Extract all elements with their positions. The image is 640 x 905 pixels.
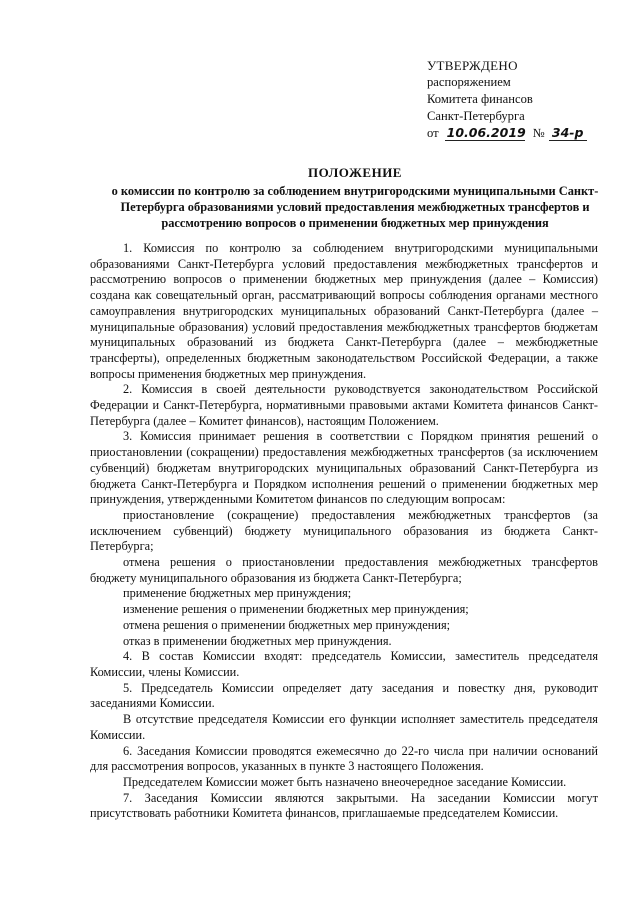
document-subtitle: о комиссии по контролю за соблюдением внутригородскими муниципальными Санкт-Петербурга образованиями условий предоставления межбюджетных трансфертов и рассмотрению вопросов о применении бюджетных мер принуждения bbox=[111, 184, 599, 230]
approval-title: УТВЕРЖДЕНО bbox=[427, 58, 518, 73]
paragraph: изменение решения о применении бюджетных мер принуждения; bbox=[123, 602, 469, 617]
paragraph: применение бюджетных мер принуждения; bbox=[123, 586, 352, 601]
paragraph: В отсутствие председателя Комиссии его функции исполняет заместитель председателя Комиссии. bbox=[90, 712, 598, 742]
paragraph: 5. Председатель Комиссии определяет дату заседания и повестку дня, руководит заседаниями Комиссии. bbox=[90, 680, 598, 711]
paragraph: отказ в применении бюджетных мер принуждения. bbox=[123, 633, 392, 648]
approval-block bbox=[427, 57, 587, 142]
paragraph: приостановление (сокращение) предоставления межбюджетных трансфертов (за исключением субвенций) бюджету муниципального образования из бюджета Санкт-Петербурга; bbox=[90, 507, 598, 554]
approval-line-committee: Комитета финансов bbox=[427, 92, 533, 106]
document-title: ПОЛОЖЕНИЕ bbox=[308, 165, 402, 180]
paragraph: 4. В состав Комиссии входят: председатель Комиссии, заместитель председателя Комиссии, члены Комиссии. bbox=[90, 649, 598, 679]
handwritten-number: 34-р bbox=[549, 126, 587, 141]
paragraph: 2. Комиссия в своей деятельности руководствуется законодательством Российской Федерации и Санкт-Петербурга, нормативными правовыми актами Комитета финансов Санкт-Петербурга (далее – Комитет финансов), настоящим Положением. bbox=[90, 382, 598, 428]
paragraph: 1. Комиссия по контролю за соблюдением внутригородскими муниципальными образованиями Санкт-Петербурга условий предоставления межбюджетных трансфертов и рассмотрению вопросов о применении бюджетных мер принуждения (далее – Комиссия) создана как совещательный орган, рассматривающий вопросы соблюдения органами местного самоуправления внутригородских муниципальных образований Санкт-Петербурга (далее – муниципальные образования) условий предоставления межбюджетных трансфертов бюджетам муниципальных образований из бюджета Санкт-Петербурга (далее – межбюджетные трансферты), определенных бюджетным законодательством Российской Федерации, а также вопросы применения бюджетных мер принуждения. bbox=[90, 241, 598, 381]
paragraph: Председателем Комиссии может быть назначено внеочередное заседание Комиссии. bbox=[123, 774, 567, 789]
paragraph: 7. Заседания Комиссии являются закрытыми. На заседании Комиссии могут присутствовать работники Комитета финансов, приглашаемые председателем Комиссии. bbox=[90, 790, 598, 821]
number-prefix: № bbox=[532, 126, 545, 140]
paragraph: 6. Заседания Комиссии проводятся ежемесячно до 22-го числа при наличии оснований для рассмотрения вопросов, указанных в пункте 3 настоящего Положения. bbox=[90, 743, 598, 774]
approval-date-number bbox=[427, 125, 587, 142]
handwritten-date: 10.06.2019 bbox=[446, 125, 526, 140]
approval-line-order: распоряжением bbox=[427, 75, 511, 89]
document-body bbox=[90, 241, 598, 822]
approval-line-city: Санкт-Петербурга bbox=[427, 109, 525, 123]
date-prefix: от bbox=[427, 126, 439, 140]
paragraph: 3. Комиссия принимает решения в соответствии с Порядком принятия решений о приостановлении (сокращении) предоставления межбюджетных трансфертов (за исключением субвенций) бюджетам внутригородских муниципальных образований Санкт-Петербурга из бюджета Санкт-Петербурга и Порядком исполнения решений о применении бюджетных мер принуждения, утвержденными Комитетом финансов по следующим вопросам: bbox=[90, 429, 598, 507]
paragraph: отмена решения о приостановлении предоставления межбюджетных трансфертов бюджету муниципального образования из бюджета Санкт-Петербурга; bbox=[90, 555, 598, 585]
paragraph: отмена решения о применении бюджетных мер принуждения; bbox=[123, 617, 451, 632]
document-heading bbox=[110, 165, 600, 231]
